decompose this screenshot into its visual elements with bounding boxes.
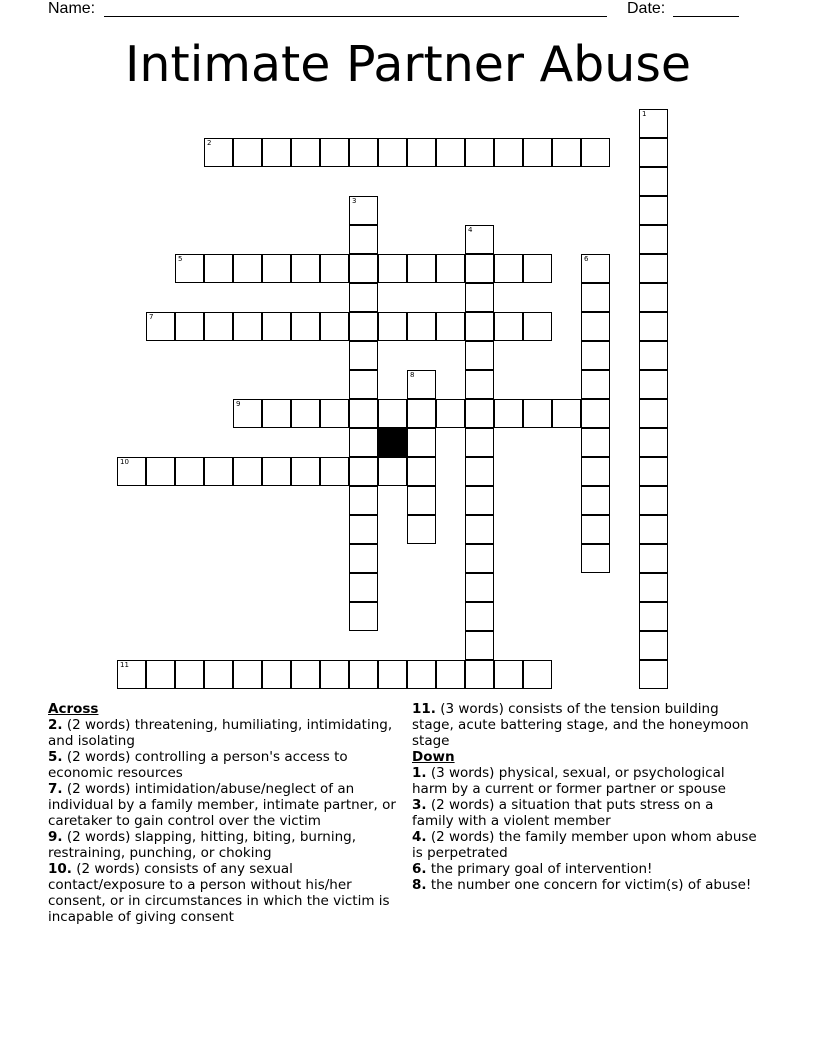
grid-cell[interactable] — [552, 399, 581, 428]
clue-across-2 — [48, 717, 403, 749]
grid-cell[interactable] — [378, 254, 407, 283]
clue-text: (2 words) the family member upon whom abuse is perpetrated — [412, 829, 757, 861]
clue-across-5 — [48, 749, 403, 781]
cell-number: 6 — [584, 255, 589, 263]
grid-cell[interactable] — [349, 486, 378, 515]
grid-cell[interactable] — [349, 138, 378, 167]
grid-cell[interactable] — [552, 138, 581, 167]
grid-cell[interactable] — [291, 138, 320, 167]
clue-text: (2 words) controlling a person's access to economic resources — [48, 749, 348, 781]
grid-cell[interactable] — [639, 138, 668, 167]
grid-cell[interactable] — [349, 428, 378, 457]
grid-cell[interactable] — [233, 138, 262, 167]
grid-cell[interactable] — [581, 457, 610, 486]
clue-text: (2 words) intimidation/abuse/neglect of an individual by a family member, intimate partner, or caretaker to gain control over the victim — [48, 781, 396, 829]
clue-across-10 — [48, 861, 403, 925]
grid-cell[interactable] — [581, 486, 610, 515]
grid-cell[interactable] — [639, 544, 668, 573]
clues-left-column — [48, 701, 403, 925]
grid-cell[interactable] — [639, 196, 668, 225]
grid-cell[interactable] — [465, 544, 494, 573]
cell-number: 1 — [642, 110, 647, 118]
grid-cell[interactable] — [262, 660, 291, 689]
clue-text: the number one concern for victim(s) of abuse! — [426, 877, 752, 893]
grid-cell[interactable] — [639, 660, 668, 689]
clue-text: (2 words) consists of any sexual contact/exposure to a person without his/her consent, or in circumstances in which the victim is incapable of giving consent — [48, 861, 390, 925]
grid-cell[interactable] — [349, 196, 378, 225]
date-label: Date: — [627, 0, 666, 17]
grid-cell[interactable] — [494, 138, 523, 167]
grid-cell[interactable] — [204, 660, 233, 689]
clue-down-6 — [412, 861, 757, 877]
grid-cell[interactable] — [436, 254, 465, 283]
grid-cell[interactable] — [494, 312, 523, 341]
grid-cell[interactable] — [523, 254, 552, 283]
grid-cell[interactable] — [378, 138, 407, 167]
grid-cell[interactable] — [320, 138, 349, 167]
grid-cell[interactable] — [407, 254, 436, 283]
grid-cell[interactable] — [639, 225, 668, 254]
clue-across-11 — [412, 701, 757, 749]
grid-cell[interactable] — [581, 312, 610, 341]
grid-cell[interactable] — [436, 399, 465, 428]
grid-cell[interactable] — [262, 254, 291, 283]
grid-cell[interactable] — [465, 486, 494, 515]
grid-cell[interactable] — [581, 283, 610, 312]
grid-cell[interactable] — [349, 341, 378, 370]
grid-cell[interactable] — [523, 660, 552, 689]
clue-number: 8. — [412, 877, 427, 893]
grid-cell[interactable] — [117, 457, 146, 486]
grid-cell[interactable] — [204, 312, 233, 341]
grid-cell[interactable] — [581, 138, 610, 167]
grid-cell[interactable] — [349, 283, 378, 312]
grid-cell[interactable] — [146, 660, 175, 689]
grid-cell[interactable] — [175, 660, 204, 689]
grid-cell[interactable] — [581, 254, 610, 283]
grid-cell[interactable] — [581, 341, 610, 370]
grid-cell[interactable] — [349, 602, 378, 631]
grid-cell[interactable] — [349, 312, 378, 341]
grid-cell[interactable] — [581, 544, 610, 573]
grid-cell[interactable] — [407, 399, 436, 428]
grid-cell[interactable] — [639, 109, 668, 138]
clue-number: 11. — [412, 701, 436, 717]
grid-cell[interactable] — [639, 428, 668, 457]
grid-cell[interactable] — [117, 660, 146, 689]
grid-cell[interactable] — [146, 457, 175, 486]
grid-cell[interactable] — [349, 254, 378, 283]
grid-cell[interactable] — [494, 399, 523, 428]
grid-cell[interactable] — [233, 399, 262, 428]
grid-cell[interactable] — [639, 167, 668, 196]
grid-cell[interactable] — [146, 312, 175, 341]
grid-cell[interactable] — [407, 370, 436, 399]
grid-cell[interactable] — [291, 312, 320, 341]
grid-cell[interactable] — [233, 457, 262, 486]
clue-down-1 — [412, 765, 757, 797]
grid-cell[interactable] — [465, 573, 494, 602]
grid-cell[interactable] — [407, 457, 436, 486]
grid-cell[interactable] — [523, 138, 552, 167]
grid-cell[interactable] — [407, 660, 436, 689]
clue-number: 9. — [48, 829, 63, 845]
grid-cell[interactable] — [320, 312, 349, 341]
clues-right-column — [412, 701, 757, 893]
grid-cell[interactable] — [465, 370, 494, 399]
grid-cell[interactable] — [639, 283, 668, 312]
clue-text: (2 words) a situation that puts stress on a family with a violent member — [412, 797, 714, 829]
grid-cell[interactable] — [581, 428, 610, 457]
grid-cell[interactable] — [494, 254, 523, 283]
cell-number: 10 — [120, 458, 129, 466]
clue-number: 10. — [48, 861, 72, 877]
cell-number: 8 — [410, 371, 415, 379]
grid-cell[interactable] — [407, 312, 436, 341]
grid-cell[interactable] — [465, 283, 494, 312]
grid-cell[interactable] — [233, 254, 262, 283]
clue-text: (2 words) threatening, humiliating, intimidating, and isolating — [48, 717, 393, 749]
grid-cell[interactable] — [349, 544, 378, 573]
clue-number: 2. — [48, 717, 63, 733]
clue-number: 1. — [412, 765, 427, 781]
grid-cell[interactable] — [581, 370, 610, 399]
grid-cell[interactable] — [407, 428, 436, 457]
grid-cell[interactable] — [436, 138, 465, 167]
grid-cell[interactable] — [262, 457, 291, 486]
grid-cell[interactable] — [465, 341, 494, 370]
clue-down-4 — [412, 829, 757, 861]
grid-cell[interactable] — [523, 399, 552, 428]
grid-cell[interactable] — [639, 399, 668, 428]
grid-cell[interactable] — [320, 254, 349, 283]
grid-cell[interactable] — [320, 660, 349, 689]
grid-cell[interactable] — [291, 399, 320, 428]
clue-text: (3 words) physical, sexual, or psychological harm by a current or former partner or spouse — [412, 765, 726, 797]
cell-number: 2 — [207, 139, 212, 147]
grid-cell[interactable] — [349, 225, 378, 254]
cell-number: 3 — [352, 197, 357, 205]
grid-cell[interactable] — [465, 225, 494, 254]
clue-text: (3 words) consists of the tension building stage, acute battering stage, and the honeymoon stage — [412, 701, 749, 749]
grid-cell[interactable] — [378, 457, 407, 486]
clue-number: 7. — [48, 781, 63, 797]
grid-cell[interactable] — [175, 254, 204, 283]
grid-cell[interactable] — [233, 660, 262, 689]
grid-cell[interactable] — [349, 457, 378, 486]
grid-cell[interactable] — [291, 254, 320, 283]
grid-cell[interactable] — [639, 515, 668, 544]
clue-across-7 — [48, 781, 403, 829]
grid-cell[interactable] — [465, 254, 494, 283]
cell-number: 9 — [236, 400, 241, 408]
grid-cell[interactable] — [639, 631, 668, 660]
grid-cell[interactable] — [349, 660, 378, 689]
cell-number: 4 — [468, 226, 473, 234]
grid-cell[interactable] — [639, 254, 668, 283]
clue-number: 5. — [48, 749, 63, 765]
grid-cell[interactable] — [581, 515, 610, 544]
grid-cell[interactable] — [407, 138, 436, 167]
grid-cell[interactable] — [465, 399, 494, 428]
grid-cell[interactable] — [639, 573, 668, 602]
grid-cell[interactable] — [465, 515, 494, 544]
grid-cell[interactable] — [465, 660, 494, 689]
grid-cell[interactable] — [407, 486, 436, 515]
clue-text: (2 words) slapping, hitting, biting, burning, restraining, punching, or choking — [48, 829, 356, 861]
grid-cell[interactable] — [349, 399, 378, 428]
grid-cell[interactable] — [639, 312, 668, 341]
grid-cell[interactable] — [262, 399, 291, 428]
grid-cell[interactable] — [378, 312, 407, 341]
grid-cell[interactable] — [320, 457, 349, 486]
grid-cell[interactable] — [523, 312, 552, 341]
clue-text: the primary goal of intervention! — [426, 861, 653, 877]
across-heading: Across — [48, 701, 99, 717]
grid-cell[interactable] — [175, 457, 204, 486]
grid-cell[interactable] — [639, 457, 668, 486]
grid-cell[interactable] — [349, 370, 378, 399]
grid-cell[interactable] — [436, 312, 465, 341]
grid-cell[interactable] — [465, 312, 494, 341]
grid-cell[interactable] — [320, 399, 349, 428]
grid-cell[interactable] — [204, 138, 233, 167]
grid-cell[interactable] — [639, 486, 668, 515]
grid-cell[interactable] — [349, 573, 378, 602]
cell-number: 5 — [178, 255, 183, 263]
grid-cell[interactable] — [494, 660, 523, 689]
grid-cell[interactable] — [639, 341, 668, 370]
clue-number: 4. — [412, 829, 427, 845]
grid-cell[interactable] — [639, 602, 668, 631]
clue-number: 6. — [412, 861, 427, 877]
cell-number: 7 — [149, 313, 154, 321]
grid-cell[interactable] — [465, 602, 494, 631]
grid-cell[interactable] — [291, 457, 320, 486]
grid-cell[interactable] — [465, 457, 494, 486]
grid-block — [378, 428, 407, 457]
grid-cell[interactable] — [204, 254, 233, 283]
grid-cell[interactable] — [581, 399, 610, 428]
grid-cell[interactable] — [639, 370, 668, 399]
clue-number: 3. — [412, 797, 427, 813]
down-heading: Down — [412, 749, 455, 765]
page-title: Intimate Partner Abuse — [124, 36, 692, 93]
grid-cell[interactable] — [436, 660, 465, 689]
grid-cell[interactable] — [291, 660, 320, 689]
cell-number: 11 — [120, 661, 129, 669]
clue-across-9 — [48, 829, 403, 861]
grid-cell[interactable] — [465, 631, 494, 660]
clue-down-8 — [412, 877, 757, 893]
grid-cell[interactable] — [465, 428, 494, 457]
clue-down-3 — [412, 797, 757, 829]
grid-cell[interactable] — [175, 312, 204, 341]
grid-cell[interactable] — [262, 312, 291, 341]
grid-cell[interactable] — [204, 457, 233, 486]
grid-cell[interactable] — [349, 515, 378, 544]
grid-cell[interactable] — [378, 660, 407, 689]
grid-cell[interactable] — [465, 138, 494, 167]
name-label: Name: — [48, 0, 96, 17]
grid-cell[interactable] — [233, 312, 262, 341]
grid-cell[interactable] — [262, 138, 291, 167]
grid-cell[interactable] — [407, 515, 436, 544]
grid-cell[interactable] — [378, 399, 407, 428]
